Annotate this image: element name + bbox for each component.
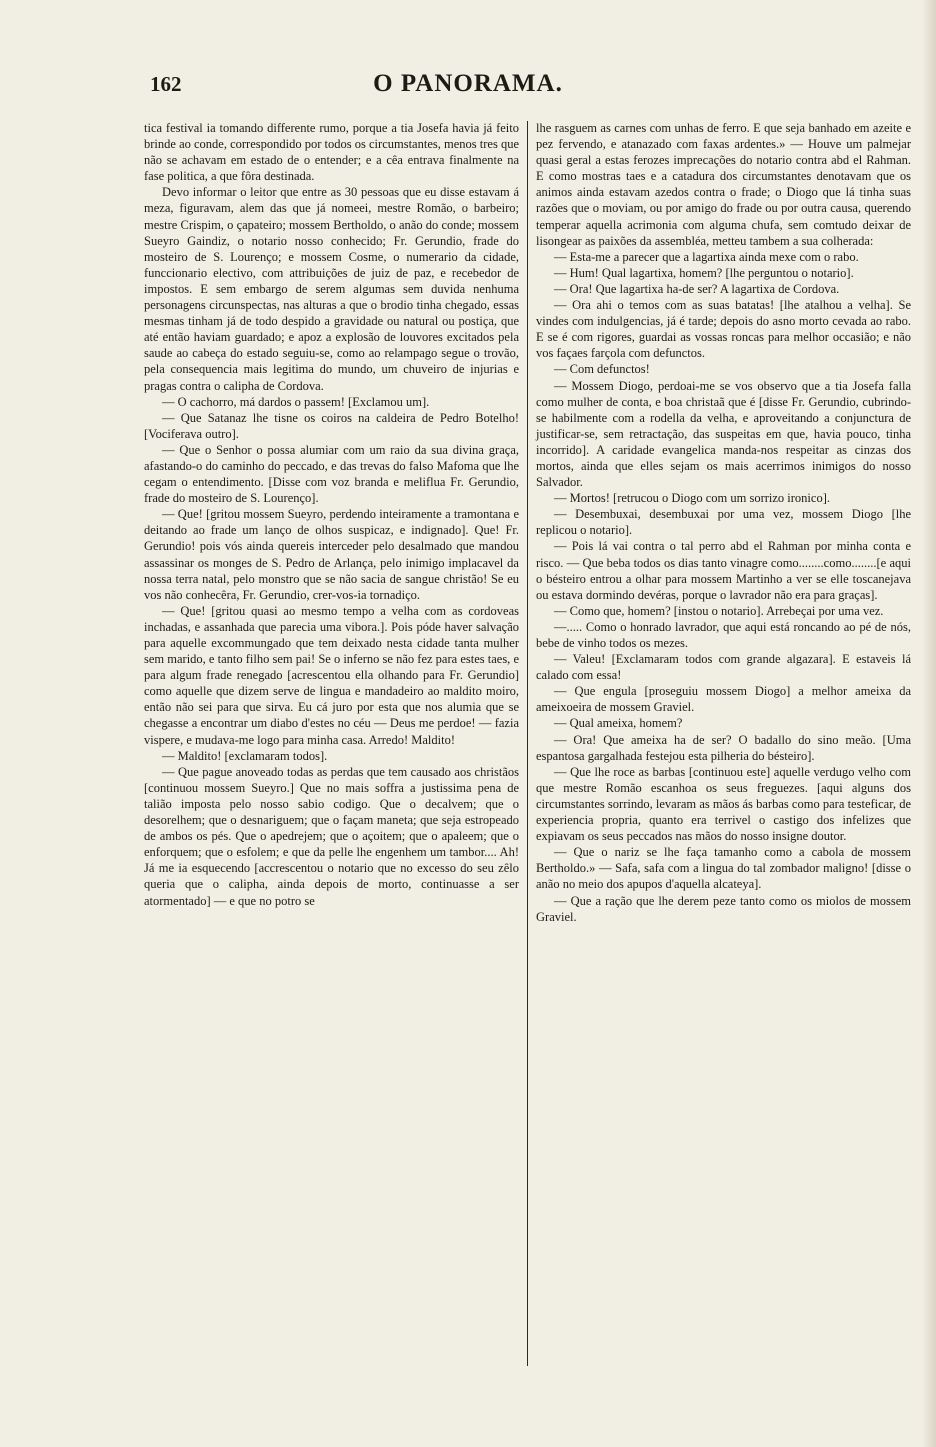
paragraph: — Hum! Qual lagartixa, homem? [lhe perguntou o notario]. bbox=[554, 265, 854, 280]
paragraph: — Ora! Que ameixa ha de ser? O badallo do sino meão. [Uma espantosa gargalhada festejou esta pilheria do bésteiro]. bbox=[536, 732, 911, 763]
paragraph: — Que pague anoveado todas as perdas que tem causado aos christãos [continuou mossem Sueyro.] Que no mais soffra a justissima pena de talião imposta pelo nosso sabio codigo. Que o decalvem; que o desorelhem; que o desnariguem; que o façam maneta; que seja estropeado de ambos os pés. Que o apedrejem; que o açoitem; que o apaleem; que o enforquem; que o esfolem; e que da pelle lhe engenhem um tambor.... Ah! Já me ia esquecendo [accrescentou o notario que no excesso do seu zêlo queria que o calipha, ainda depois de morto, continuasse a ser atormentado] — e que no potro se bbox=[144, 764, 519, 908]
paragraph: — Como que, homem? [instou o notario]. Arrebeçai por uma vez. bbox=[554, 603, 884, 618]
paragraph: — Pois lá vai contra o tal perro abd el Rahman por minha conta e risco. — Que beba todos os dias tanto vinagre como........como........[e aqui o bésteiro entrou a olhar para mossem Martinho a ver se elle toscanejava ou estava dormindo devéras, porque o lavrador não era para graças]. bbox=[536, 539, 911, 602]
paragraph: — Que engula [proseguiu mossem Diogo] a melhor ameixa da ameixoeira de mossem Graviel. bbox=[536, 684, 911, 715]
paragraph: — Desembuxai, desembuxai por uma vez, mossem Diogo [lhe replicou o notario]. bbox=[536, 507, 911, 538]
left-column bbox=[144, 120, 519, 909]
paragraph: — Que! [gritou mossem Sueyro, perdendo inteiramente a tramontana e deitando ao frade um lanço de olhos suspicaz, e indignado]. Que! Fr. Gerundio! pois vós ainda quereis interceder pelo desalmado que mandou assassinar os monges de S. Pedro de Arlança, pelo inimigo implacavel da nossa terra natal, pelo monstro que se não sacia de sangue christão! Se eu vos não conhecêra, Fr. Gerundio, crer-vos-ia tornadiço. bbox=[144, 507, 519, 602]
paragraph: — Com defunctos! bbox=[554, 362, 650, 377]
column-divider bbox=[527, 121, 528, 1366]
paragraph: — Que o Senhor o possa alumiar com um raio da sua divina graça, afastando-o do caminho do peccado, e das trevas do falso Mafoma que lhe cegam o entendimento. [Disse com voz branda e meliflua Fr. Gerundio, frade do mosteiro de S. Lourenço]. bbox=[144, 442, 519, 506]
page-title: O PANORAMA. bbox=[373, 70, 563, 97]
paragraph: — Esta-me a parecer que a lagartixa ainda mexe com o rabo. bbox=[554, 249, 859, 264]
paragraph: — Mossem Diogo, perdoai-me se vos observo que a tia Josefa falla como mulher de conta, e boa christaã que é [disse Fr. Gerundio, cubrindo-se habilmente com a rodella da velha, e aproveitando a conjunctura de justificar-se, sem retractação, das suspeitas em que, havia pouco, tinha incorrido]. A caridade evangelica manda-nos respeitar as cinzas dos mortos, ainda que elles sejam os mais acerrimos inimigos do nosso Salvador. bbox=[536, 378, 911, 490]
paragraph: — Valeu! [Exclamaram todos com grande algazara]. E estaveis lá calado com essa! bbox=[536, 652, 911, 683]
paragraph: — Que! [gritou quasi ao mesmo tempo a velha com as cordoveas inchadas, e assanhada que parecia uma vibora.]. Pois póde haver salvação para aquelle excommungado que tem deixado nesta cidade tanta mulher sem marido, e tanto filho sem pai! Se o inferno se não fez para estes taes, e para algum frade renegado [acrescentou ella olhando para Fr. Gerundio] como aquelle que dizem serve de lingua e mandadeiro ao maldito moiro, então não sei para que sirva. Eu cá juro por esta que nos alumia que se chegasse a encontrar um diabo d'estes no céu — Deus me perdoe! — fazia vispere, e mudava-me logo para minha casa. Arredo! Maldito! bbox=[144, 603, 519, 747]
paragraph: — Que Satanaz lhe tisne os coiros na caldeira de Pedro Botelho! [Vociferava outro]. bbox=[144, 410, 519, 441]
paragraph: — Maldito! [exclamaram todos]. bbox=[162, 748, 328, 763]
paragraph: Devo informar o leitor que entre as 30 pessoas que eu disse estavam á meza, figuravam, alem das que já nomeei, mestre Romão, o barbeiro; mestre Crispim, o çapateiro; mossem Bertholdo, o anão do conde; mossem Sueyro Gaindiz, o notario nosso conhecido; Fr. Gerundio, frade do mosteiro de S. Lourenço; e mossem Cosme, o numerario da cidade, funccionario electivo, com attribuições de juiz de paz, e recebedor de impostos. E sem embargo de serem algumas sem duvida nenhuma personagens circunspectas, nas alturas a que o brodio tinha chegado, essas mesmas tinham já de todo despido a gravidade ou natural ou postiça, que até então haviam guardado; e apoz a explosão de louvores excitados pela saude ao cabeça do estado seguiu-se, como ao relampago segue o trovão, pela consequencia mais legitima do mundo, um chuveiro de injurias e pragas contra o calipha de Cordova. bbox=[144, 185, 519, 393]
paragraph: lhe rasguem as carnes com unhas de ferro. E que seja banhado em azeite e pez fervendo, e atanazado com faxas ardentes.» — Houve um palmejar quasi geral a estas ferozes imprecações do notario contra abd el Rahman. E como mostras taes e a catadura dos circumstantes denotavam que os animos ainda estavam azedos contra o frade; o Diogo que lá tinha suas razões que o moviam, ou por amigo do frade ou por outra causa, querendo temperar aquella acrimonia com alguma chufa, sem comtudo deixar de lisongear as paixões da assembléa, metteu tambem a sua colherada: bbox=[536, 121, 911, 248]
paragraph: — Ora ahi o temos com as suas batatas! [lhe atalhou a velha]. Se vindes com indulgencias, já é tarde; depois do asno morto cevada ao rabo. E se é com rigores, guardai as vossas roncas para melhor occasião; e não vos façaes farçola com defunctos. bbox=[536, 298, 911, 361]
paragraph: — Que o nariz se lhe faça tamanho como a cabola de mossem Bertholdo.» — Safa, safa com a lingua do tal zombador maligno! [disse o anão no meio dos apupos d'aquella alcateya]. bbox=[536, 845, 911, 892]
paragraph: — Ora! Que lagartixa ha-de ser? A lagartixa de Cordova. bbox=[554, 281, 840, 296]
paragraph: — Que lhe roce as barbas [continuou este] aquelle verdugo velho com que mestre Romão escanhoa os seus freguezes. [aqui alguns dos circumstantes sorrindo, levaram as mãos ás barbas como para testeficar, de experiencia propria, quanto era terrivel o castigo dos infelizes que expiavam os seus peccados nas mãos do nosso insigne doutor. bbox=[536, 764, 911, 844]
paragraph: tica festival ia tomando differente rumo, porque a tia Josefa havia já feito brinde ao conde, correspondido por todos os circumstantes, menos tres que não se achavam em estado de o entender; e a cêa entrava finalmente na fase politica, a que fôra destinada. bbox=[144, 121, 519, 184]
paragraph: — Mortos! [retrucou o Diogo com um sorrizo ironico]. bbox=[554, 491, 830, 506]
paragraph: — Qual ameixa, homem? bbox=[554, 716, 683, 731]
paragraph: — O cachorro, má dardos o passem! [Exclamou um]. bbox=[162, 394, 430, 409]
paragraph: — Que a ração que lhe derem peze tanto como os miolos de mossem Graviel. bbox=[536, 893, 911, 924]
right-column bbox=[536, 120, 911, 925]
page-edge-shadow bbox=[922, 0, 936, 1447]
paragraph: —..... Como o honrado lavrador, que aqui está roncando ao pé de nós, bebe de vinho todos os mezes. bbox=[536, 619, 911, 650]
page-number: 162 bbox=[150, 72, 182, 96]
